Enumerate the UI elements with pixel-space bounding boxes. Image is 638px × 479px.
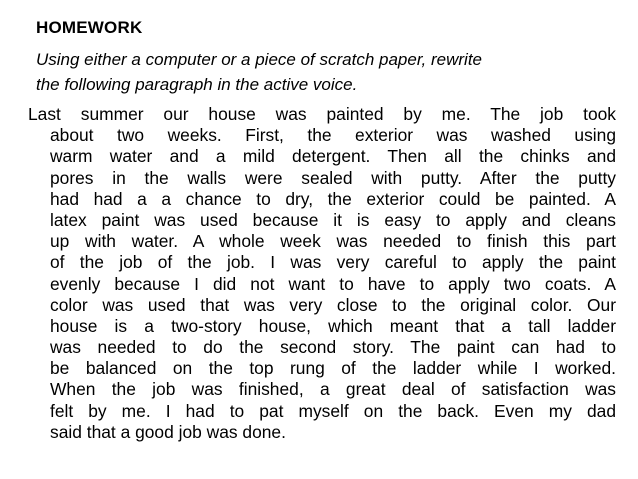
paragraph-line: pores in the walls were sealed with putty. After the putty — [50, 167, 616, 188]
paragraph-line: evenly because I did not want to have to apply two coats. A — [50, 273, 616, 294]
passive-voice-paragraph — [28, 104, 616, 443]
paragraph-line: color was used that was very close to the original color. Our — [50, 294, 616, 315]
paragraph-line: house is a two-story house, which meant that a tall ladder — [50, 315, 616, 336]
paragraph-line: of the job of the job. I was very careful to apply the paint — [50, 252, 616, 273]
paragraph-line: up with water. A whole week was needed to finish this part — [50, 231, 616, 252]
instructions — [36, 47, 616, 97]
paragraph-line: When the job was finished, a great deal of satisfaction was — [50, 379, 616, 400]
paragraph-line: was needed to do the second story. The paint can had to — [50, 337, 616, 358]
paragraph-line: about two weeks. First, the exterior was washed using — [50, 125, 616, 146]
homework-heading: HOMEWORK — [36, 18, 143, 37]
paragraph-line: felt by me. I had to pat myself on the back. Even my dad — [50, 400, 616, 421]
paragraph-line: had had a a chance to dry, the exterior could be painted. A — [50, 188, 616, 209]
paragraph-line: latex paint was used because it is easy to apply and cleans — [50, 209, 616, 230]
paragraph-line: Last summer our house was painted by me. The job took — [28, 104, 616, 124]
paragraph-line: warm water and a mild detergent. Then all the chinks and — [50, 146, 616, 167]
instructions-line: the following paragraph in the active voice. — [36, 75, 358, 94]
paragraph-line: said that a good job was done. — [50, 421, 286, 442]
instructions-line: Using either a computer or a piece of scratch paper, rewrite — [36, 50, 482, 69]
paragraph-line: be balanced on the top rung of the ladder while I worked. — [50, 358, 616, 379]
